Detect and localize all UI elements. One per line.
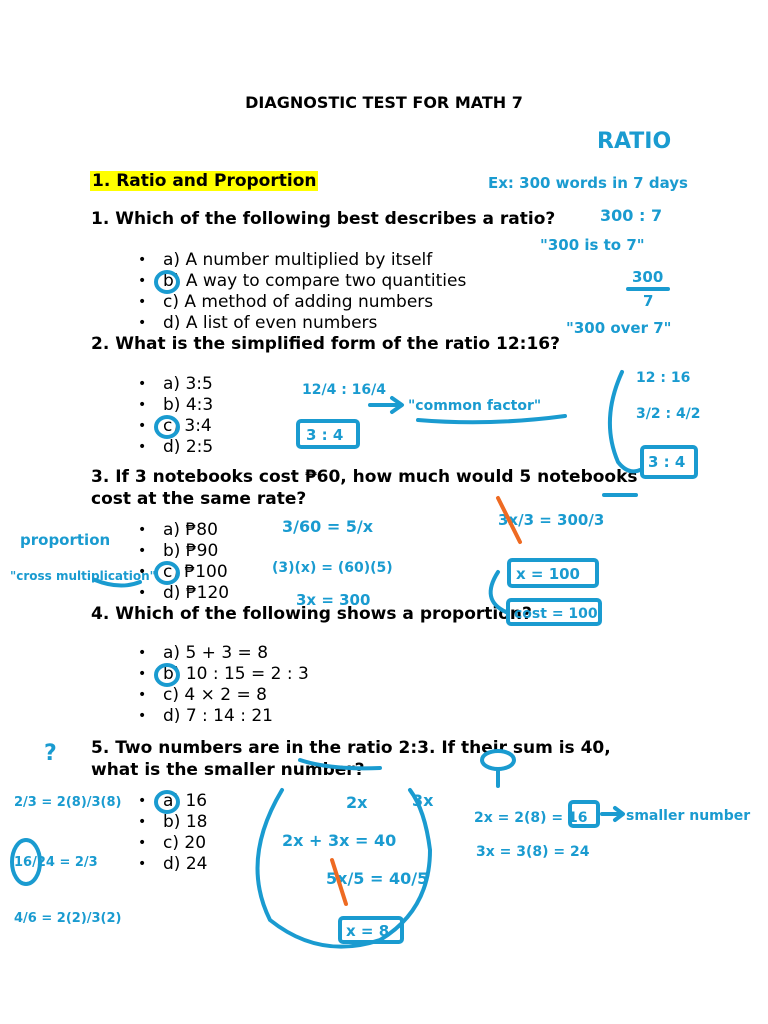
question-3-options	[110, 520, 229, 604]
q3-equation: 3x = 300	[296, 591, 371, 609]
option-1d: • d) A list of even numbers	[110, 313, 466, 334]
ratio-fraction-numerator: 300	[632, 268, 664, 286]
q5-larger-calc: 3x = 3(8) = 24	[476, 844, 590, 860]
option-3d: • d) ₱120	[110, 583, 229, 604]
option-5c: • c) 20	[110, 833, 207, 854]
option-1a: • a) A number multiplied by itself	[110, 250, 466, 271]
option-3c: • c) ₱100	[110, 562, 229, 583]
q5-x-value: x = 8	[346, 922, 390, 940]
ratio-example-note: Ex: 300 words in 7 days	[488, 174, 688, 192]
option-1b: • b) A way to compare two quantities	[110, 271, 466, 292]
question-1: 1. Which of the following best describes a ratio?	[91, 209, 556, 229]
question-5-line-2: what is the smaller number?	[91, 760, 365, 780]
question-2-options	[110, 374, 213, 458]
q5-part-left: 2x	[346, 793, 368, 812]
q3-cross-product: (3)(x) = (60)(5)	[272, 560, 393, 576]
q3-cost-value: cost = 100	[514, 606, 598, 622]
ratio-is-to-note: "300 is to 7"	[540, 236, 645, 254]
question-2: 2. What is the simplified form of the ratio 12:16?	[91, 334, 560, 354]
ratio-heading-note: RATIO	[597, 129, 672, 154]
q2-side-ratio: 12 : 16	[636, 370, 691, 386]
q5-check-ratio-3: 4/6 = 2(2)/3(2)	[14, 911, 122, 926]
q5-smaller-note: smaller number	[626, 808, 751, 824]
question-4: 4. Which of the following shows a proportion?	[91, 604, 532, 624]
section-heading: 1. Ratio and Proportion	[92, 171, 317, 191]
q2-common-factor-note: "common factor"	[408, 398, 542, 414]
q5-check-ratio-2: 16/24 = 2/3	[14, 855, 98, 870]
proportion-note: proportion	[20, 531, 111, 549]
q2-side-answer: 3 : 4	[648, 453, 686, 471]
page-title: DIAGNOSTIC TEST FOR MATH 7	[245, 93, 523, 112]
q2-fraction-work: 12/4 : 16/4	[302, 382, 387, 398]
option-2b: • b) 4:3	[110, 395, 213, 416]
option-3b: • b) ₱90	[110, 541, 229, 562]
q3-division-work: 3x/3 = 300/3	[498, 511, 605, 529]
option-2d: • d) 2:5	[110, 437, 213, 458]
question-3-line-1: 3. If 3 notebooks cost ₱60, how much would 5 notebooks	[91, 467, 638, 487]
q5-part-right: 3x	[412, 791, 434, 810]
option-4b: • b) 10 : 15 = 2 : 3	[110, 664, 309, 685]
q2-boxed-answer: 3 : 4	[306, 426, 344, 444]
question-1-options	[110, 250, 466, 334]
option-2a: • a) 3:5	[110, 374, 213, 395]
option-3a: • a) ₱80	[110, 520, 229, 541]
q5-divide-work: 5x/5 = 40/5	[326, 869, 429, 888]
question-5-line-1: 5. Two numbers are in the ratio 2:3. If their sum is 40,	[91, 738, 611, 758]
ratio-colon-note: 300 : 7	[600, 206, 663, 225]
option-4c: • c) 4 × 2 = 8	[110, 685, 309, 706]
option-2c: • c) 3:4	[110, 416, 213, 437]
q3-x-value: x = 100	[516, 565, 580, 583]
option-5d: • d) 24	[110, 854, 207, 875]
option-5a: • a) 16	[110, 791, 207, 812]
option-4d: • d) 7 : 14 : 21	[110, 706, 309, 727]
question-mark-note: ?	[44, 741, 57, 766]
question-3-line-2: cost at the same rate?	[91, 489, 307, 509]
q2-side-division: 3/2 : 4/2	[636, 406, 701, 422]
option-5b: • b) 18	[110, 812, 207, 833]
option-1c: • c) A method of adding numbers	[110, 292, 466, 313]
q5-smaller-calc: 2x = 2(8) = 16	[474, 810, 588, 826]
option-4a: • a) 5 + 3 = 8	[110, 643, 309, 664]
question-4-options	[110, 643, 309, 727]
q5-check-ratio-1: 2/3 = 2(8)/3(8)	[14, 795, 122, 810]
cross-multiplication-note: "cross multiplication"	[10, 569, 156, 583]
q5-sum-equation: 2x + 3x = 40	[282, 831, 397, 850]
question-5-options	[110, 791, 207, 875]
ratio-over-note: "300 over 7"	[566, 319, 672, 337]
ratio-fraction-denominator: 7	[643, 292, 654, 310]
q3-proportion-setup: 3/60 = 5/x	[282, 517, 374, 536]
